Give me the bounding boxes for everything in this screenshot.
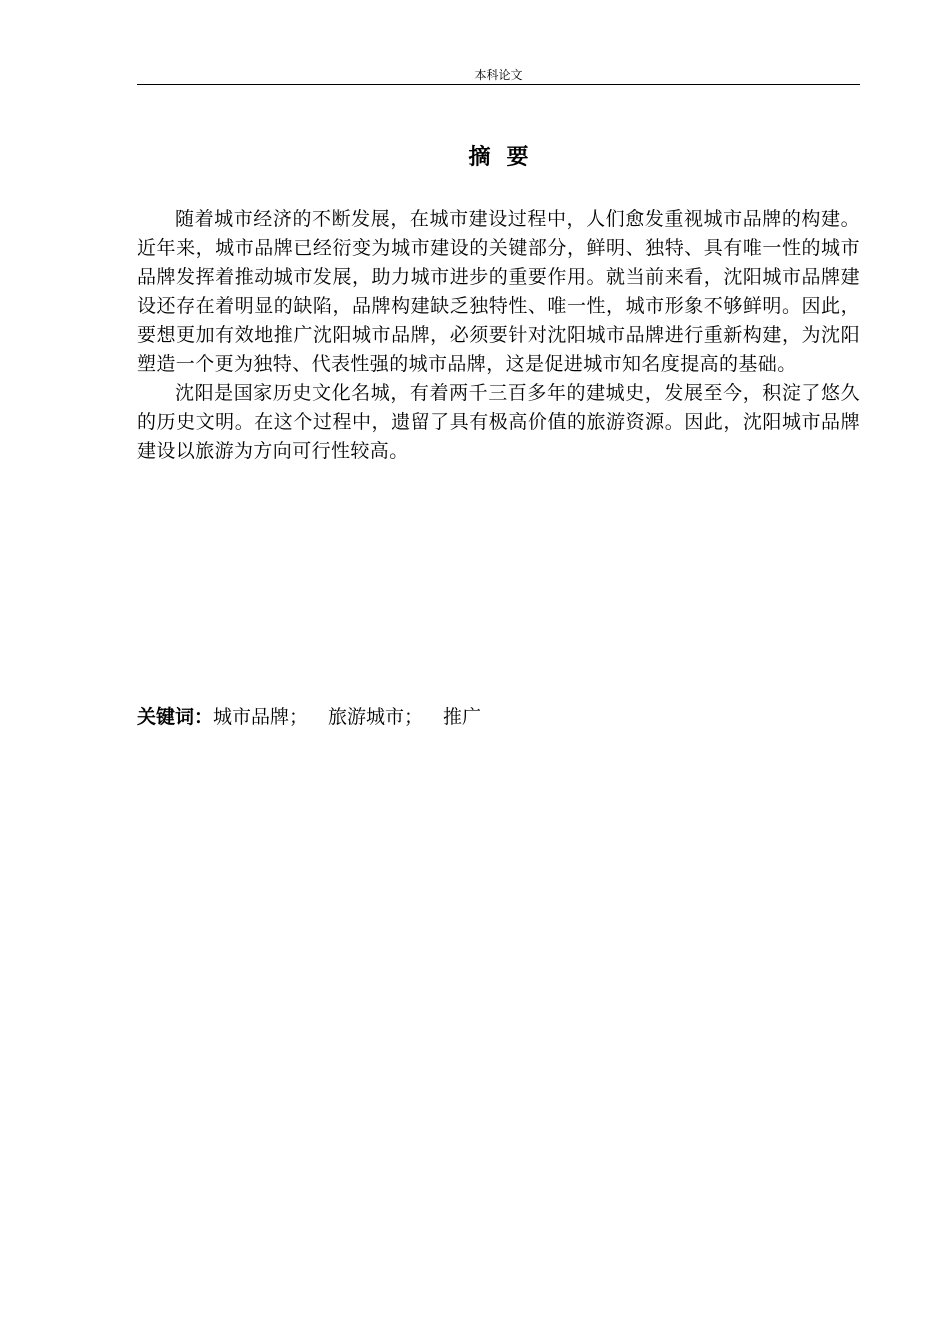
abstract-title: 摘要 <box>468 145 545 170</box>
header-text: 本科论文 <box>474 68 523 82</box>
page-header <box>137 64 860 85</box>
keyword-item: 城市品牌； <box>213 706 309 728</box>
keywords-line <box>137 703 860 732</box>
abstract-paragraph-1: 随着城市经济的不断发展，在城市建设过程中，人们愈发重视城市品牌的构建。近年来，城市品牌已经衍变为城市建设的关键部分，鲜明、独特、具有唯一性的城市品牌发挥着推动城市发展，助力城市进步的重要作用。就当前来看，沈阳城市品牌建设还存在着明显的缺陷，品牌构建缺乏独特性、唯一性，城市形象不够鲜明。因此，要想更加有效地推广沈阳城市品牌，必须要针对沈阳城市品牌进行重新构建，为沈阳塑造一个更为独特、代表性强的城市品牌，这是促进城市知名度提高的基础。 <box>137 208 860 375</box>
abstract-paragraph-2: 沈阳是国家历史文化名城，有着两千三百多年的建城史，发展至今，积淀了悠久的历史文明。在这个过程中，遗留了具有极高价值的旅游资源。因此，沈阳城市品牌建设以旅游为方向可行性较高。 <box>137 382 860 462</box>
keywords-label: 关键词： <box>137 706 214 728</box>
abstract-body <box>137 205 860 466</box>
keyword-item: 旅游城市； <box>328 706 424 728</box>
keyword-item: 推广 <box>443 706 482 728</box>
